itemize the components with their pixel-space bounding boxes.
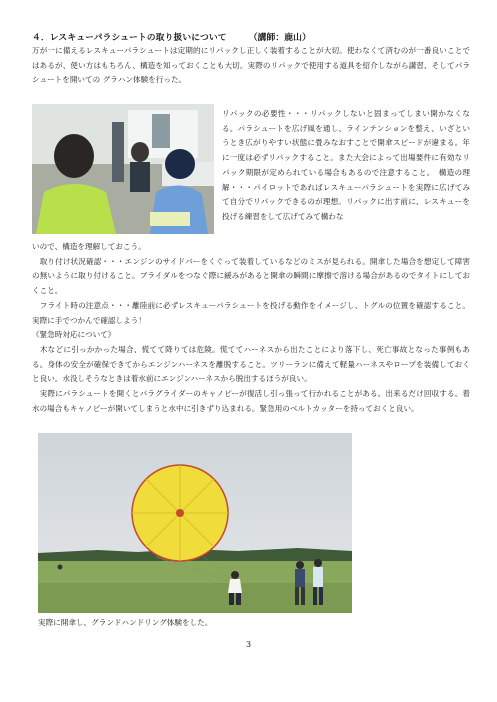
body-line-5: 木などに引っかかった場合、慌てて降りては危険。慌ててハーネスから出たことにより落下し、死亡事故となった事例もある。身体の安全が確保できてからエンジンハーネスを離脱すること。ツリーランに備えて軽量ハーネスやロープを装備しておくと良い。水没しそうなときは着水前にエンジンハーネスから脱出するほうが良い。 (32, 344, 470, 384)
intro-paragraph: 万が一に備えるレスキューパラシュートは定期的にリパックし正しく装着することが大切。使わなくて済むのが一番良いことではあるが、使い方はもちろん、構造を知っておくことも大切。実際のリパックで使用する道具を紹介しながら講習、そしてパラシュートを開いての グラハン体験を行った。 (32, 46, 470, 85)
lecturer-label: （講師：鹿山） (248, 33, 311, 43)
section-heading (32, 30, 472, 43)
parachute-photo (38, 433, 352, 613)
lecture-photo-image (32, 104, 214, 234)
page-number: 3 (245, 640, 252, 649)
body-line-2: 取り付け状況確認・・・エンジンのサイドバーをくぐって装着しているなどのミスが見られる。開傘した場合を想定して障害の無いように取り付けること。ブライダルをつなぐ際に緩みがあると開傘の瞬間に摩擦で溶ける場合があるのでタイトにしておくこと。 (32, 256, 470, 296)
repack-paragraph: リパックの必要性・・・リパックしないと固まってしまい開かなくなる。パラシュートを広げ風を通し、ラインテンションを整え、いざというとき広がりやすい状態に畳みなおすことで開傘スピードが違まる。年に一度は必ずリパックすること。また大会によって出場要件に有効なリパック期限が定められている場合もあるので注意すること。 構造の理解・・・パイロットであればレスキューパラシュートを実際に広げてみて自分でリパックできるのが理想。リパックに出す前に、レスキューを投げる練習をして広げてみて構わな (222, 109, 470, 221)
body-line-6: 実際にパラシュートを開くとパラグライダーのキャノピーが復活し引っ張って行かれることがある。出来るだけ回収する。着水の場合もキャノピーが開いてしまうと水中に引きずり込まれる。緊急用のベルトカッターを持っておくと良い。 (32, 389, 470, 413)
emergency-heading: 《緊急時対応について》 (32, 330, 116, 340)
body-line-1: いので、構造を理解しておこう。 (32, 242, 146, 251)
lecture-photo (32, 104, 214, 234)
photo-caption: 実際に開傘し、グランドハンドリング体験をした。 (38, 618, 213, 627)
parachute-photo-image (38, 433, 352, 613)
body-text (32, 240, 470, 416)
body-line-3: フライト時の注意点・・・離陸前に必ずレスキューパラシュートを投げる動作をイメージし、トグルの位置を確認すること。実際に手でつかんで確認しよう！ (32, 300, 470, 325)
section-title: ４．レスキューパラシュートの取り扱いについて (32, 33, 227, 43)
